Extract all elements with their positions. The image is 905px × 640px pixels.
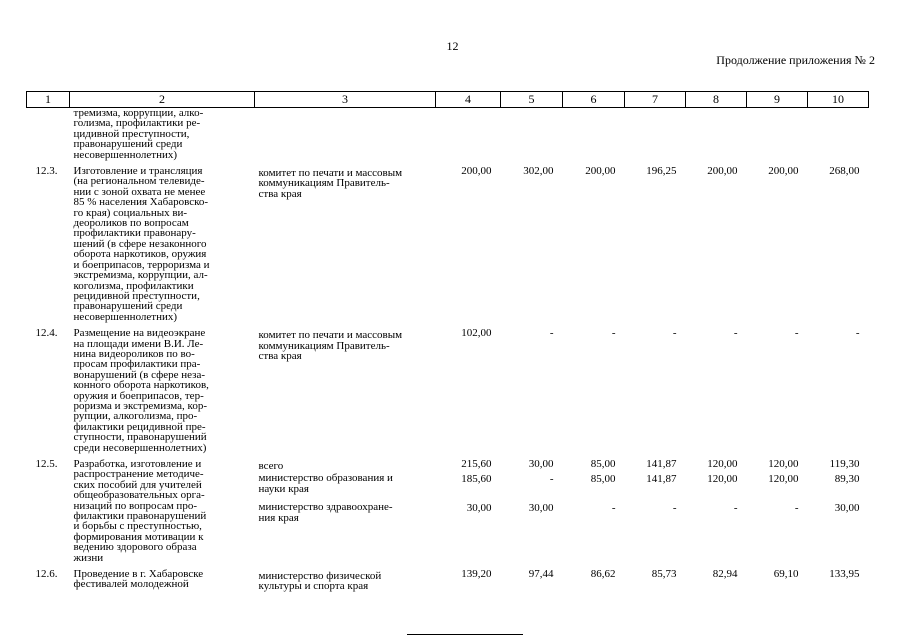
value-cell (501, 164, 563, 326)
amount-value: - (794, 327, 799, 340)
amount-value: 30,00 (528, 502, 554, 514)
value-cell (436, 164, 501, 326)
empty-cell (808, 108, 869, 165)
amount-value: 97,44 (528, 568, 554, 581)
value-cell (436, 457, 501, 567)
amount-value: - (611, 327, 616, 340)
value-cell (625, 164, 686, 326)
amount-value: 82,94 (712, 568, 738, 581)
executor-line: министерство здравоохране- ния края (258, 501, 393, 524)
row-description: Размещение на видеоэкране на площади имени В.И. Ле- нина видеороликов по во- просам профилактики пра- вонарушений (в сфере неза- конного оборота наркотиков, оружия и боеприпасов, тер- роризма и экстремизма, кор- рупции, алкоголизма, про- филактики рецидивной пре- ступности, правонарушений среди несовершеннолетних) (73, 327, 209, 454)
amount-value: 200,00 (585, 165, 616, 178)
value-cell (625, 326, 686, 457)
amount-value: 69,10 (773, 568, 799, 581)
amount-value: 215,60 (461, 458, 492, 470)
amount-value: 30,00 (834, 502, 860, 514)
value-cell (686, 164, 747, 326)
amount-value: 200,00 (461, 165, 492, 178)
row-index: 12.4. (35, 327, 58, 340)
amount-value: - (549, 473, 554, 485)
amount-value: 120,00 (768, 473, 799, 485)
amount-value: 102,00 (461, 327, 492, 340)
amount-value: 119,30 (829, 458, 860, 470)
value-cell (808, 567, 869, 594)
amount-value: - (672, 327, 677, 340)
amount-value: 141,87 (646, 458, 677, 470)
amount-value: - (855, 327, 860, 340)
amount-value: - (549, 327, 554, 340)
table-row (27, 567, 869, 594)
value-cell (808, 326, 869, 457)
amount-value: 200,00 (768, 165, 799, 178)
column-header-6: 6 (563, 92, 625, 108)
value-cell (747, 164, 808, 326)
executor-line: комитет по печати и массовым коммуникациям Правитель- ства края (258, 167, 403, 200)
amount-value: 133,95 (829, 568, 860, 581)
value-cell (686, 326, 747, 457)
empty-cell (686, 108, 747, 165)
amount-value: - (611, 502, 616, 514)
amount-value: 196,25 (646, 165, 677, 178)
value-cell (563, 326, 625, 457)
row-executor (255, 326, 436, 457)
executor-line: комитет по печати и массовым коммуникациям Правитель- ства края (258, 329, 403, 362)
amount-value: - (733, 327, 738, 340)
amount-value: 86,62 (590, 568, 616, 581)
amount-value: 141,87 (646, 473, 677, 485)
row-index (27, 108, 70, 165)
budget-table (26, 91, 869, 594)
executor-line: министерство физической культуры и спорта края (258, 570, 382, 593)
row-description: Разработка, изготовление и распространение методиче- ских пособий для учителей общеобразовательных орга- низаций по вопросам про- филактики правонарушений и борьбы с преступностью, формирования мотивации к ведению здорового образа жизни (73, 458, 207, 564)
appendix-continuation-label: Продолжение приложения № 2 (716, 53, 875, 67)
table-row (27, 326, 869, 457)
amount-value: 268,00 (829, 165, 860, 178)
header-row (27, 92, 869, 108)
row-description: Изготовление и трансляция (на региональном телевиде- нии с зоной охвата не менее 85 % населения Хабаровско- го края) социальных ви- деороликов по вопросам профилактики правонару- шений (в сфере незаконного оборота наркотиков, оружия и боеприпасов, терроризма и экстремизма, коррупции, ал- коголизма, профилактики рецидивной преступности, правонарушений среди несовершеннолетних) (73, 165, 210, 323)
page-number: 12 (446, 39, 459, 53)
amount-value: 85,00 (590, 473, 616, 485)
column-header-10: 10 (808, 92, 869, 108)
amount-value: 85,73 (651, 568, 677, 581)
value-cell (625, 457, 686, 567)
value-cell (563, 457, 625, 567)
footer-rule (407, 634, 523, 635)
amount-value: 120,00 (707, 458, 738, 470)
column-header-8: 8 (686, 92, 747, 108)
value-cell (747, 567, 808, 594)
column-header-3: 3 (255, 92, 436, 108)
amount-value: - (794, 502, 799, 514)
row-description: тремизма, коррупции, алко- голизма, профилактики ре- цидивной преступности, правонарушений среди несовершеннолетних) (73, 107, 204, 161)
value-cell (747, 457, 808, 567)
value-cell (747, 326, 808, 457)
amount-value: - (672, 502, 677, 514)
value-cell (563, 164, 625, 326)
table-row (27, 457, 869, 567)
table-row (27, 164, 869, 326)
row-index: 12.5. (35, 458, 58, 470)
amount-value: 120,00 (707, 473, 738, 485)
value-cell (501, 567, 563, 594)
value-cell (686, 567, 747, 594)
column-header-9: 9 (747, 92, 808, 108)
column-header-7: 7 (625, 92, 686, 108)
column-header-4: 4 (436, 92, 501, 108)
amount-value: 89,30 (834, 473, 860, 485)
value-cell (436, 567, 501, 594)
amount-value: 200,00 (707, 165, 738, 178)
amount-value: 85,00 (590, 458, 616, 470)
amount-value: - (733, 502, 738, 514)
row-executor (255, 164, 436, 326)
empty-cell (436, 108, 501, 165)
value-cell (686, 457, 747, 567)
empty-cell (501, 108, 563, 165)
empty-cell (563, 108, 625, 165)
amount-value: 139,20 (461, 568, 492, 581)
value-cell (436, 326, 501, 457)
executor-line: всего (258, 460, 284, 472)
amount-value: 30,00 (528, 458, 554, 470)
column-header-5: 5 (501, 92, 563, 108)
row-executor (255, 567, 436, 594)
value-cell (501, 457, 563, 567)
value-cell (808, 457, 869, 567)
table-row-carry-over (27, 108, 869, 165)
value-cell (501, 326, 563, 457)
row-executor (255, 457, 436, 567)
value-cell (625, 567, 686, 594)
executor-line: министерство образования и науки края (258, 472, 393, 495)
value-cell (563, 567, 625, 594)
empty-cell (255, 108, 436, 165)
value-cell (808, 164, 869, 326)
amount-value: 185,60 (461, 473, 492, 485)
column-header-2: 2 (70, 92, 255, 108)
amount-value: 302,00 (523, 165, 554, 178)
row-index: 12.6. (35, 568, 58, 581)
empty-cell (747, 108, 808, 165)
empty-cell (625, 108, 686, 165)
amount-value: 30,00 (466, 502, 492, 514)
column-header-1: 1 (27, 92, 70, 108)
row-index: 12.3. (35, 165, 58, 178)
amount-value: 120,00 (768, 458, 799, 470)
row-description: Проведение в г. Хабаровске фестивалей молодежной (73, 568, 204, 591)
